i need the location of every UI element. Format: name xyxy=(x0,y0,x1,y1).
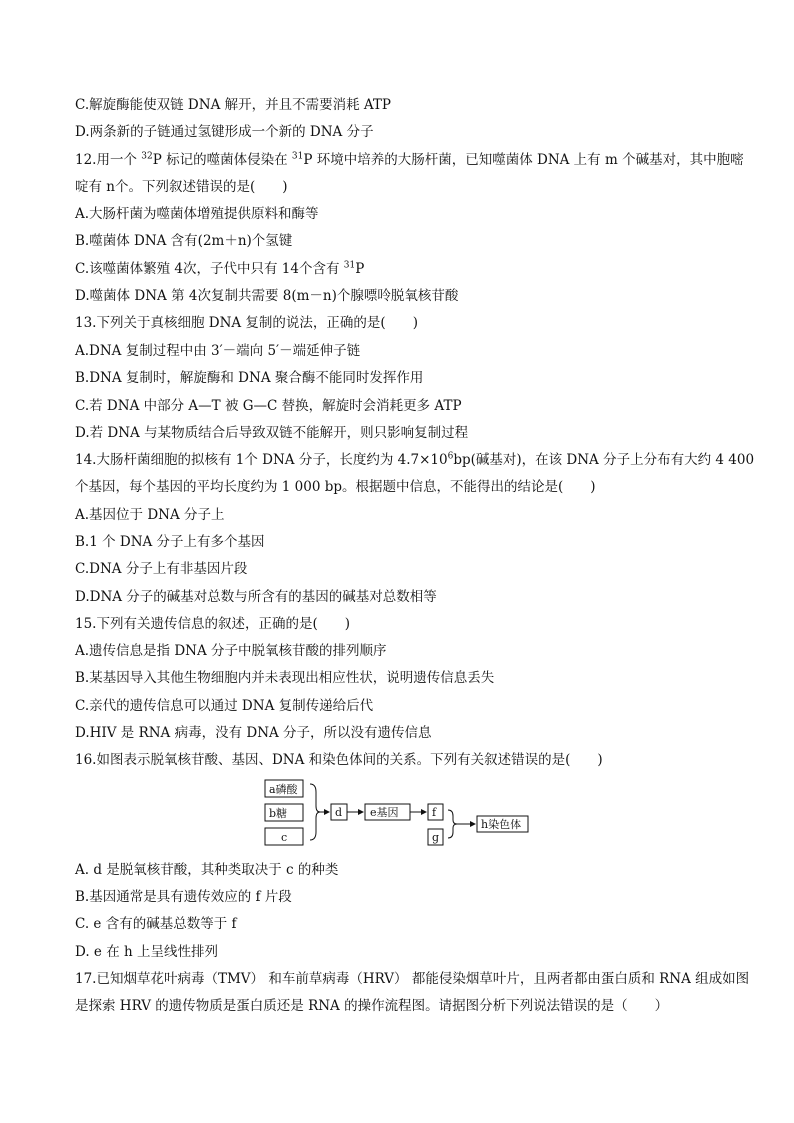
label-a-phosphate: a磷酸 xyxy=(269,783,298,796)
option-b-q13: B.DNA 复制时，解旋酶和 DNA 聚合酶不能同时发挥作用 xyxy=(75,370,424,386)
option-a-q12: A.大肠杆菌为噬菌体增殖提供原料和酶等 xyxy=(75,206,319,222)
option-c-q11: C.解旋酶能使双链 DNA 解开，并且不需要消耗 ATP xyxy=(75,97,391,113)
option-d-q13: D.若 DNA 与某物质结合后导致双链不能解开，则只影响复制过程 xyxy=(75,425,469,441)
option-d-q14: D.DNA 分子的碱基对总数与所含有的基因的碱基对总数相等 xyxy=(75,589,437,605)
option-a-q13: A.DNA 复制过程中由 3′－端向 5′－端延伸子链 xyxy=(75,343,361,359)
option-b-q15: B.某基因导入其他生物细胞内并未表现出相应性状，说明遗传信息丢失 xyxy=(75,670,495,686)
relationship-diagram-svg xyxy=(262,778,542,848)
question-12-stem-cont: 啶有 n个。下列叙述错误的是( ) xyxy=(75,179,288,195)
option-d-q16: D. e 在 h 上呈线性排列 xyxy=(75,944,218,960)
question-16-stem: 16.如图表示脱氧核苷酸、基因、DNA 和染色体间的关系。下列有关叙述错误的是( ) xyxy=(75,752,603,768)
option-d-q11: D.两条新的子链通过氢键形成一个新的 DNA 分子 xyxy=(75,124,374,140)
question-14-stem-cont: 个基因，每个基因的平均长度约为 1 000 bp。根据题中信息，不能得出的结论是( ) xyxy=(75,479,596,495)
label-d: d xyxy=(335,806,343,819)
label-g: g xyxy=(432,831,440,844)
option-d-q15: D.HIV 是 RNA 病毒，没有 DNA 分子，所以没有遗传信息 xyxy=(75,725,432,741)
option-a-q16: A. d 是脱氧核苷酸，其种类取决于 c 的种类 xyxy=(75,862,339,878)
label-e-gene: e基因 xyxy=(370,806,399,819)
brace-abc xyxy=(310,784,320,840)
question-12-stem: 12.用一个 $^{32}$P 标记的噬菌体侵染在 $^{31}$P 环境中培养的大肠杆菌，已知噬菌体 DNA 上有 m 个碱基对，其中胞嘧 xyxy=(75,151,744,168)
option-b-q14: B.1 个 DNA 分子上有多个基因 xyxy=(75,534,265,550)
brace-fg xyxy=(448,810,457,838)
option-a-q15: A.遗传信息是指 DNA 分子中脱氧核苷酸的排列顺序 xyxy=(75,643,387,659)
option-c-q16: C. e 含有的碱基总数等于 f xyxy=(75,916,237,932)
relationship-diagram xyxy=(262,778,542,848)
label-h-chromosome: h染色体 xyxy=(481,818,522,831)
option-b-q12: B.噬菌体 DNA 含有(2m＋n)个氢键 xyxy=(75,233,293,249)
label-c: c xyxy=(281,831,288,844)
option-c-q15: C.亲代的遗传信息可以通过 DNA 复制传递给后代 xyxy=(75,698,374,714)
option-a-q14: A.基因位于 DNA 分子上 xyxy=(75,507,225,523)
question-15-stem: 15.下列有关遗传信息的叙述，正确的是( ) xyxy=(75,616,351,632)
label-f: f xyxy=(432,806,437,819)
option-c-q14: C.DNA 分子上有非基因片段 xyxy=(75,561,248,577)
question-13-stem: 13.下列关于真核细胞 DNA 复制的说法，正确的是( ) xyxy=(75,315,418,331)
option-b-q16: B.基因通常是具有遗传效应的 f 片段 xyxy=(75,889,292,905)
question-17-stem: 17.已知烟草花叶病毒（TMV） 和车前草病毒（HRV） 都能侵染烟草叶片，且两者都由蛋白质和 RNA 组成如图 xyxy=(75,971,750,987)
question-14-stem: 14.大肠杆菌细胞的拟核有 1个 DNA 分子，长度约为 $4.7\times 10^6bp$(碱基对)，在该 DNA 分子上分布有大约 4 400 xyxy=(75,451,755,468)
label-b-sugar: b糖 xyxy=(269,807,288,820)
option-c-q13: C.若 DNA 中部分 A—T 被 G—C 替换，解旋时会消耗更多 ATP xyxy=(75,398,462,414)
option-d-q12: D.噬菌体 DNA 第 4次复制共需要 8(m－n)个腺嘌呤脱氧核苷酸 xyxy=(75,288,459,304)
question-17-stem-cont: 是探索 HRV 的遗传物质是蛋白质还是 RNA 的操作流程图。请据图分析下列说法错误的是（ ） xyxy=(75,998,669,1014)
option-c-q12: C.该噬菌体繁殖 4次，子代中只有 14个含有 $^{31}$P xyxy=(75,260,365,277)
